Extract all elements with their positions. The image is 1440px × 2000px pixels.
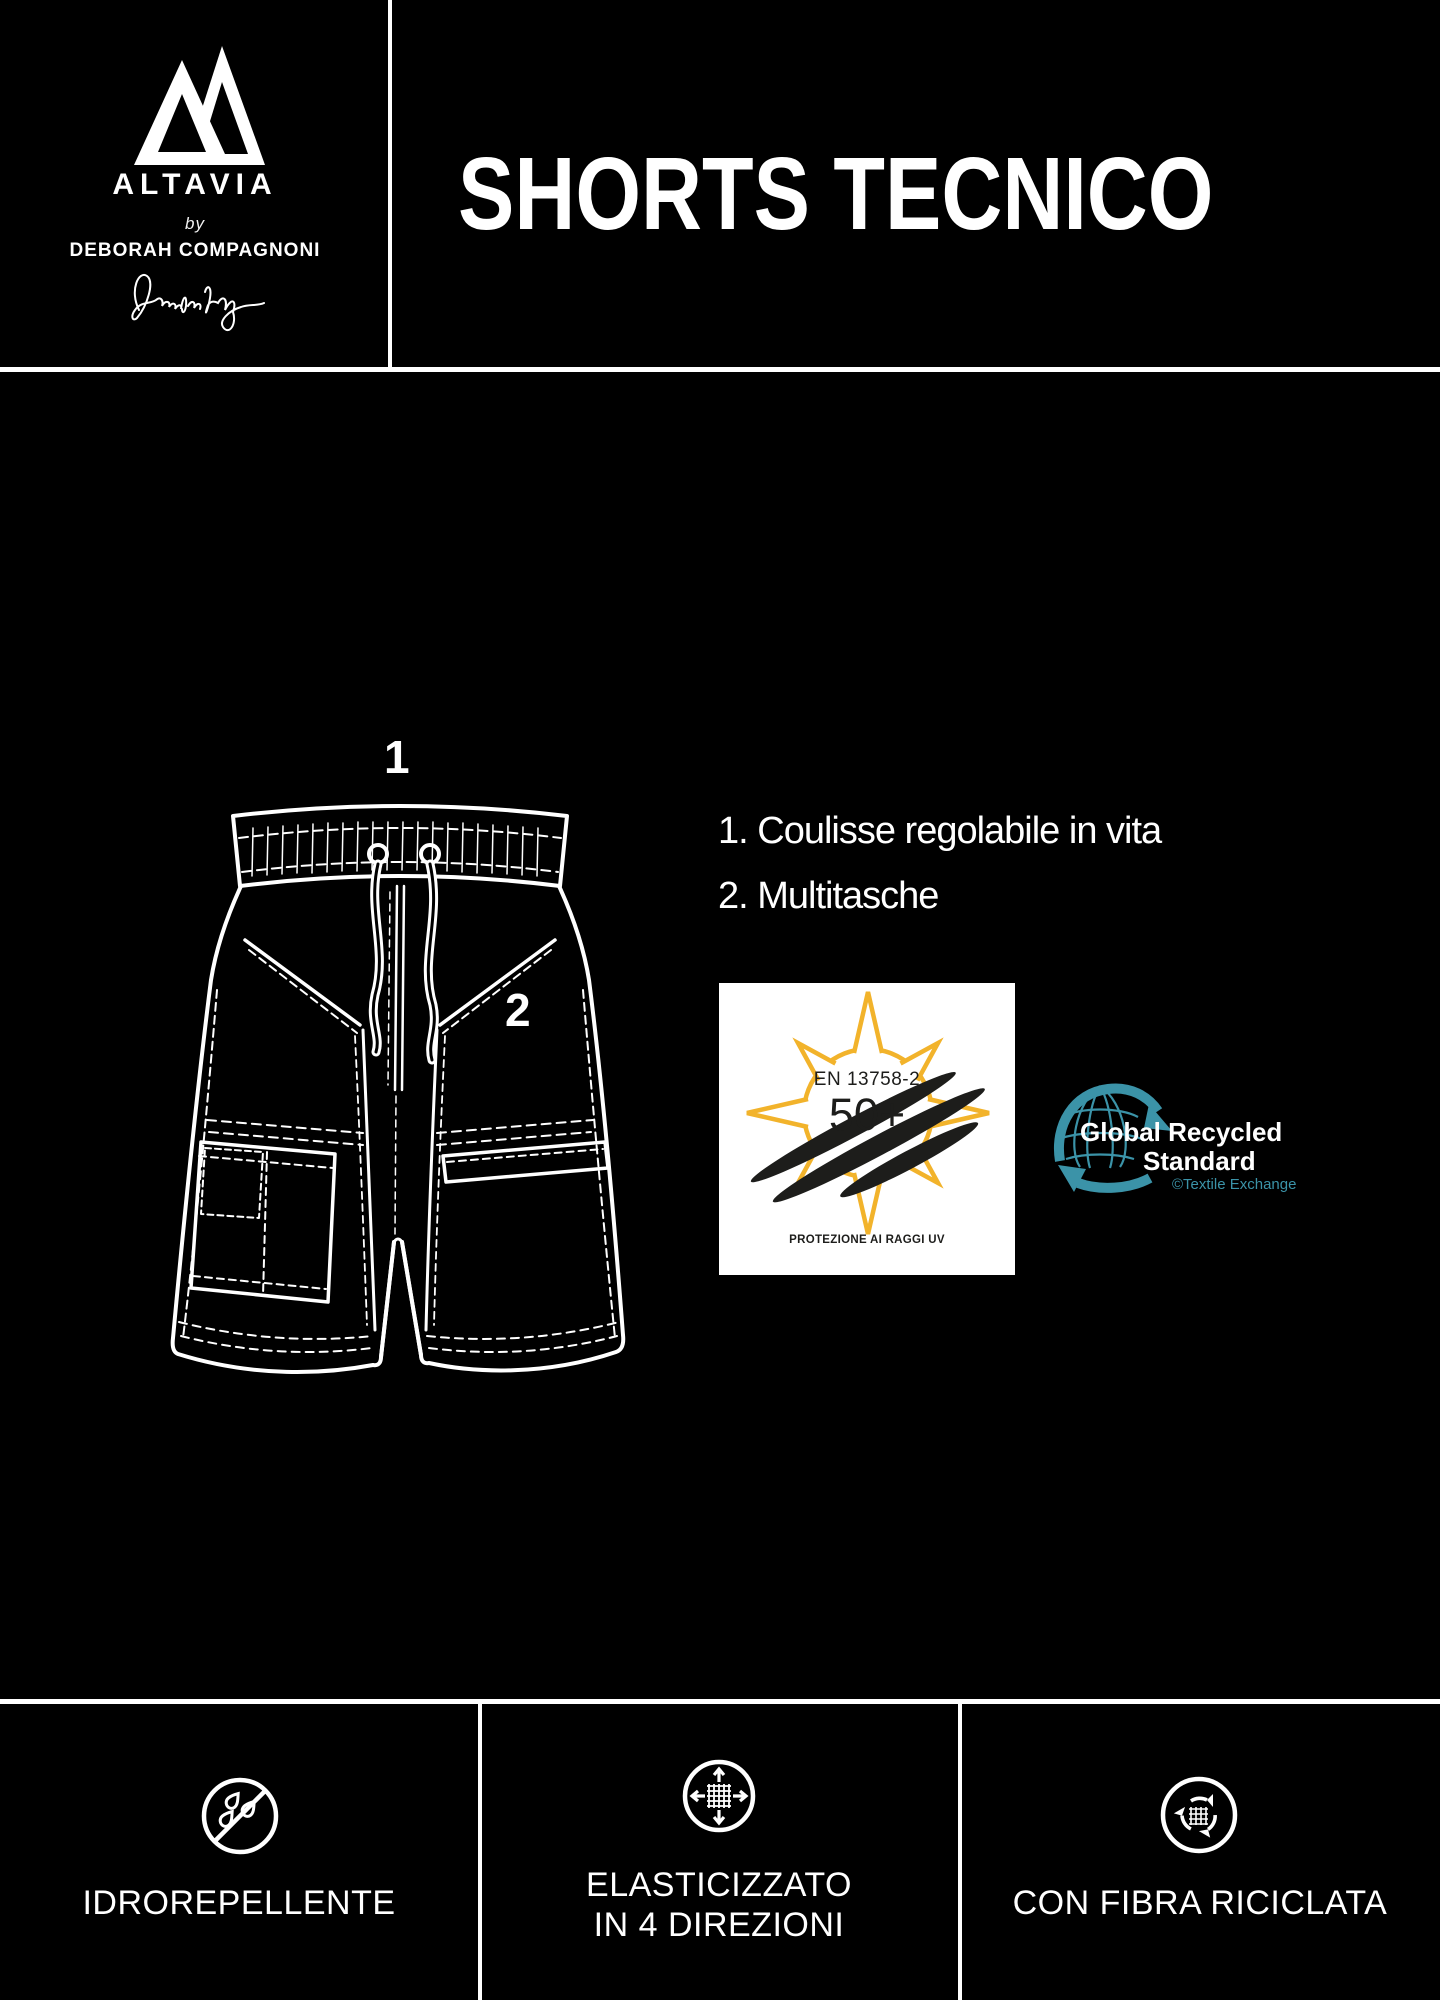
footer-label-in-4-direzioni: IN 4 DIREZIONI — [593, 1906, 845, 1944]
altavia-mountain-logo-icon — [128, 42, 268, 167]
uv-caption-text: PROTEZIONE AI RAGGI UV — [789, 1234, 945, 1246]
recycled-fiber-icon — [1159, 1775, 1239, 1855]
feature-item-coulisse: 1. Coulisse regolabile in vita — [718, 810, 1162, 852]
header — [0, 0, 1440, 370]
uv-rating-text: 50+ — [828, 1089, 906, 1140]
callout-number-2: 2 — [505, 984, 531, 1036]
grs-attribution: ©Textile Exchange — [1172, 1176, 1297, 1193]
header-vertical-divider — [388, 0, 392, 368]
footer-label-con-fibra-riciclata: CON FIBRA RICICLATA — [1012, 1884, 1388, 1922]
header-bottom-divider — [0, 367, 1440, 372]
footer-label-elasticizzato: ELASTICIZZATO — [586, 1866, 852, 1904]
brand-designer-name: DEBORAH COMPAGNONI — [69, 240, 321, 261]
cargo-shorts-technical-sketch — [145, 790, 645, 1410]
callout-number-1: 1 — [384, 731, 410, 783]
brand-byline: by — [185, 214, 205, 233]
four-way-stretch-icon — [681, 1758, 757, 1834]
uv-protection-badge — [719, 983, 1015, 1275]
signature-icon — [125, 266, 270, 328]
page-title: SHORTS TECNICO — [458, 136, 1214, 251]
feature-item-multitasche: 2. Multitasche — [718, 875, 939, 917]
grs-title-line1: Global Recycled — [1080, 1117, 1283, 1147]
uv-standard-text: EN 13758-2 — [813, 1069, 921, 1090]
brand-name: ALTAVIA — [112, 168, 278, 201]
water-repellent-icon — [200, 1776, 280, 1856]
footer-label-idrorepellente: IDROREPELLENTE — [82, 1884, 396, 1922]
footer-divider-1 — [478, 1704, 482, 2000]
footer-top-divider — [0, 1699, 1440, 1704]
footer-divider-2 — [958, 1704, 962, 2000]
grs-title-line2: Standard — [1143, 1146, 1256, 1176]
